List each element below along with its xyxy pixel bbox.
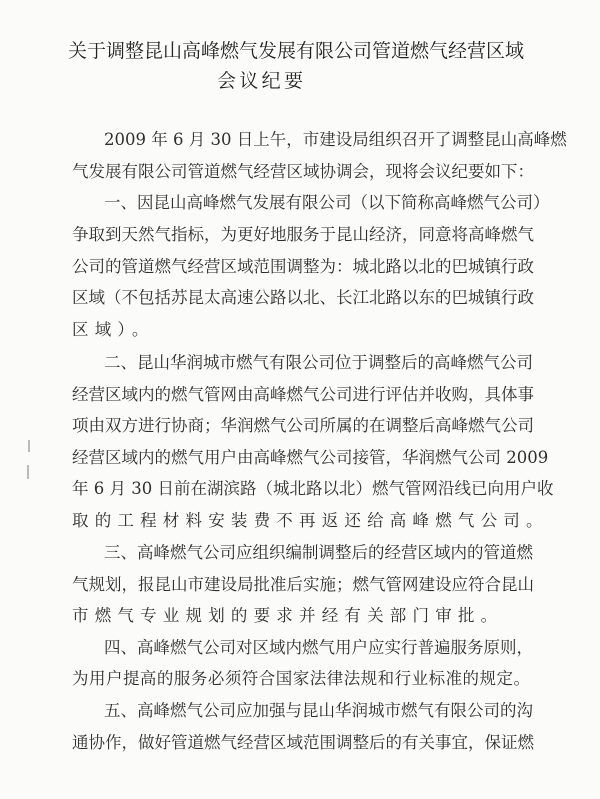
body-line: 经营区域内的燃气用户由高峰燃气公司接管，华润燃气公司 2009 — [72, 448, 549, 467]
body-line: 年 6 月 30 日前在湖滨路（城北路以北）燃气管网沿线已向用户收 — [72, 479, 554, 498]
document-title-line-2: 会议纪要 — [217, 70, 303, 92]
scan-artifact — [28, 440, 30, 452]
body-line: 2009 年 6 月 30 日上午，市建设局组织召开了调整昆山高峰燃 — [104, 130, 567, 149]
body-line: 三、高峰燃气公司应组织编制调整后的经营区域内的管道燃 — [104, 543, 533, 562]
body-line: 通协作，做好管道燃气经营区域范围调整后的有关事宜，保证燃 — [72, 733, 534, 752]
body-line: 市燃气专业规划的要求并经有关部门审批。 — [72, 606, 504, 625]
body-line: 取的工程材料安装费不再返还给高峰燃气公司。 — [72, 511, 549, 530]
body-line: 争取到天然气指标，为更好地服务于昆山经济，同意将高峰燃气 — [72, 225, 534, 244]
body-line: 一、因昆山高峰燃气发展有限公司（以下简称高峰燃气公司） — [104, 193, 550, 212]
body-line: 公司的管道燃气经营区域范围调整为：城北路以北的巴城镇行政 — [72, 257, 534, 276]
body-line: 为用户提高的服务必须符合国家法律法规和行业标准的规定。 — [72, 669, 530, 688]
body-line: 项由双方进行协商；华润燃气公司所属的在调整后高峰燃气公司 — [72, 416, 534, 435]
body-line: 气发展有限公司管道燃气经营区域协调会，现将会议纪要如下： — [72, 162, 534, 181]
scan-artifact — [27, 465, 29, 479]
body-line: 气规划，报昆山市建设局批准后实施；燃气管网建设应符合昆山 — [72, 575, 534, 594]
body-line: 区域）。 — [72, 320, 155, 339]
body-line: 区域（不包括苏昆太高速公路以北、长江北路以东的巴城镇行政 — [72, 288, 534, 307]
body-line: 五、高峰燃气公司应加强与昆山华润城市燃气有限公司的沟 — [104, 701, 533, 720]
body-line: 四、高峰燃气公司对区域内燃气用户应实行普遍服务原则， — [104, 638, 533, 657]
body-line: 二、昆山华润城市燃气有限公司位于调整后的高峰燃气公司 — [104, 353, 533, 372]
document-title-line-1: 关于调整昆山高峰燃气发展有限公司管道燃气经营区域 — [68, 40, 525, 62]
body-line: 经营区域内的燃气管网由高峰燃气公司进行评估并收购，具体事 — [72, 385, 534, 404]
